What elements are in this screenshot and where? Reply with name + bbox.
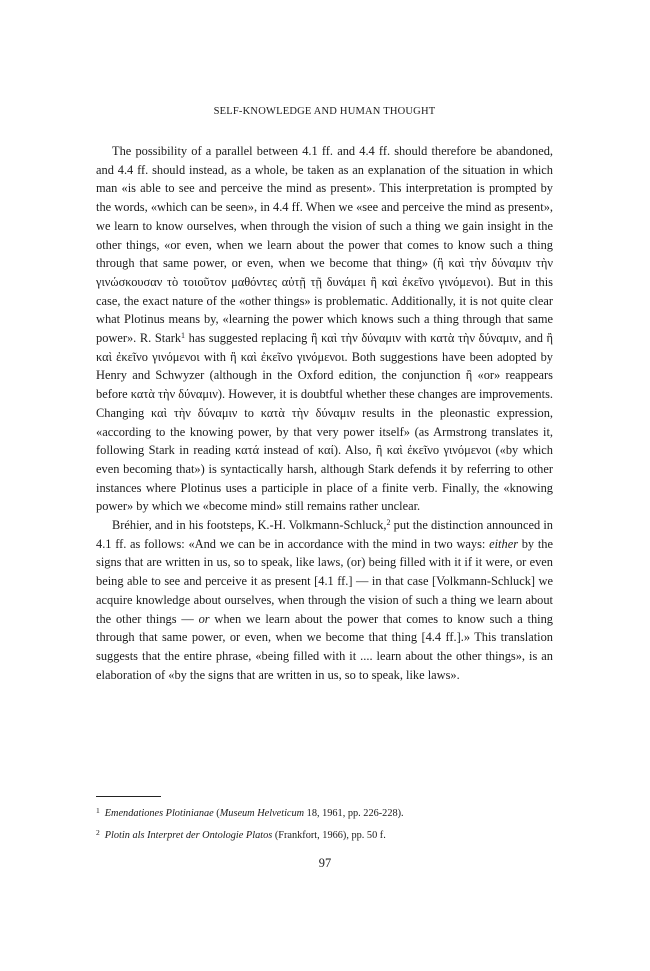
footnote-2: $^2$ Plotin als Interpret der Ontologie Platos (Frankfort, 1966), pp. 50 f.: [96, 828, 386, 841]
running-head: SELF-KNOWLEDGE AND HUMAN THOUGHT: [213, 106, 436, 117]
footnotes: [96, 806, 553, 850]
footnote-title: Emendationes Plotinianae: [104, 808, 214, 819]
footnote-journal: Museum Helveticum: [219, 808, 305, 819]
footnote-number: 2: [96, 828, 100, 837]
footnote-number: 1: [96, 806, 100, 815]
page-number: 97: [318, 856, 332, 870]
footnote-divider: [96, 796, 161, 797]
text-run: The possibility of a parallel between 4.1 ff. and 4.4 ff. should therefore be abandoned, and 4.4 ff. should instead, as a whole, be taken as an explanation of the situation in which man «is able to see and perceive the mind as present». This interpretation is prompted by the words, «which can be seen», in 4.4 ff. When we «see and perceive the mind as present», we learn to know ourselves, when through the vision of such a thing we gain insight in the other things, «or even, when we learn about the power that comes to know such a thing through that same power, or even, when we become that thing» (ἢ καὶ τὴν δύναμιν τὴν γινώσκουσαν τὸ τοιοῦτον μαθόντες αὐτῇ τῇ δυνάμει ἢ καὶ ἐκεῖνο γινόμενοι). But in this case, the exact nature of the «other things» is problematic. Additionally, it is not quite clear what Plotinus means by, «learning the power which knows such a thing through that same power». R. Stark: [96, 144, 553, 346]
paragraph: [96, 142, 553, 516]
footnote-1: $^1$ Emendationes Plotinianae (Museum Helveticum 18, 1961, pp. 226-228).: [96, 806, 404, 819]
text-run: Bréhier, and in his footsteps, K.-H. Volkmann-Schluck,: [112, 518, 387, 533]
paragraph: [96, 516, 553, 684]
page-body: [96, 106, 553, 684]
text-run: by the signs that are written in us, so to speak, like laws, (or) being filled with it if it were, or even being able to see and perceive it as present [4.1 ff.] — in that case [Volkmann-Schluck] we acquire knowledge about ourselves, when through the vision of such a thing we learn about the other things —: [96, 536, 553, 626]
text-run: has suggested replacing ἢ καὶ τὴν δύναμιν with κατὰ τὴν δύναμιν, and ἢ καὶ ἐκεῖνο γινόμενοι with ἢ καὶ ἐκεῖνο γινόμενοι. Both suggestions have been adopted by Henry and Schwyzer (although in the Oxford edition, the conjunction ἢ «or» reappears before κατὰ τὴν δύναμιν). However, it is doubtful whether these changes are improvements. Changing καὶ τὴν δύναμιν to κατὰ τὴν δύναμιν results in the pleonastic expression, «according to the knowing power, by that very power itself» (as Armstrong translates it, following Stark in reading κατά instead of καί). Also, ἢ καὶ ἐκεῖνο γινόμενοι («by which even becoming that») is syntactically harsh, although Stark defends it by referring to other instances where Plotinus uses a participle in place of a finite verb. Finally, the «knowing power» by which we «become mind» still remains rather unclear.: [96, 331, 553, 514]
footnote-ref: 1: [181, 331, 186, 341]
text-run: put the distinction announced in 4.1 ff. as follows: «And we can be in accordance with the mind in two ways:: [96, 518, 553, 551]
emphasis: either: [489, 536, 519, 551]
footnote-ref: 2: [386, 518, 391, 528]
footnote-title: Plotin als Interpret der Ontologie Platos: [104, 830, 273, 841]
emphasis: or: [198, 611, 210, 626]
body-text: [96, 142, 553, 684]
text-run: when we learn about the power that comes to know such a thing through that same power, or even, when we become that thing [4.4 ff.].» This translation suggests that the entire phrase, «being filled with it .... learn about the other things», is an elaboration of «by the signs that are written in us, so to speak, like laws».: [96, 611, 553, 682]
